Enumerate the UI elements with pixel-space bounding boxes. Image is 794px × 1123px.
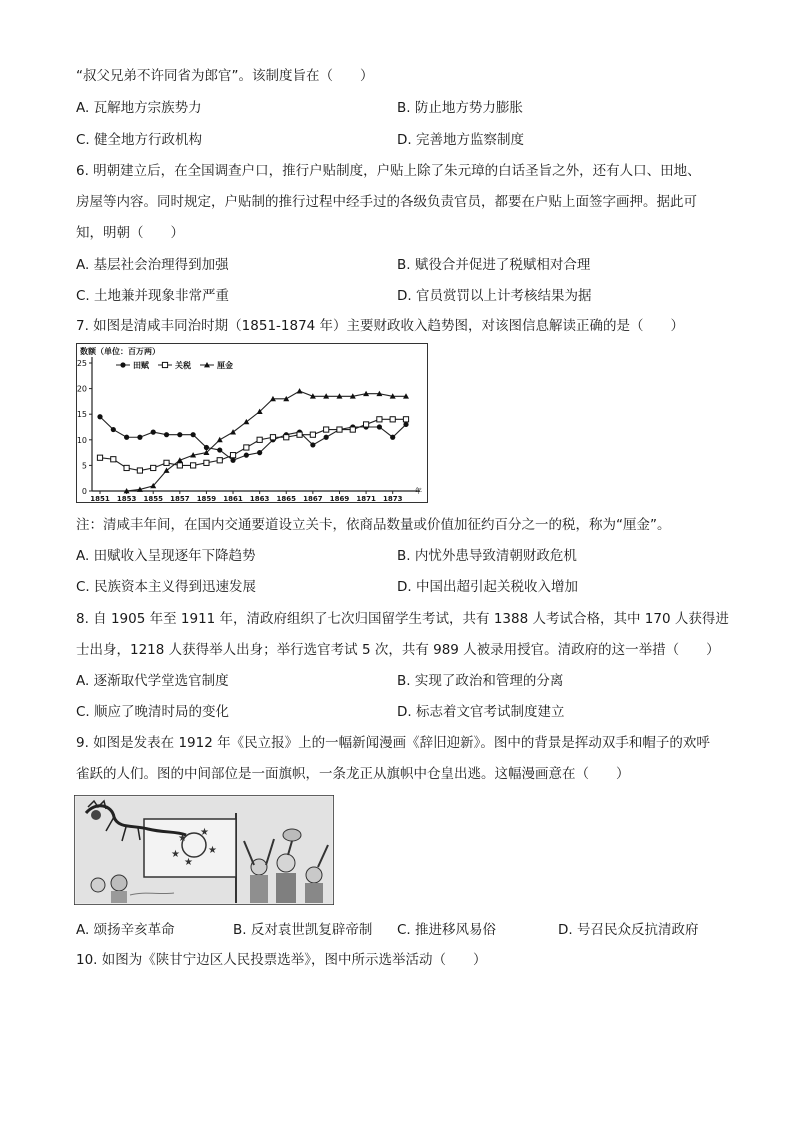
q9-option-b: B. 反对袁世凯复辟帝制 — [233, 922, 373, 938]
svg-text:★: ★ — [171, 849, 180, 860]
q8-stem-line1: 8. 自 1905 年至 1911 年，清政府组织了七次归国留学生考试，共有 1388 人考试合格，其中 170 人获得进 — [76, 611, 729, 627]
x-tick-label: 1857 — [170, 495, 190, 503]
q8-option-a: A. 逐渐取代学堂选官制度 — [76, 673, 229, 689]
q5-option-d: D. 完善地方监察制度 — [397, 132, 524, 148]
y-tick-label: 15 — [76, 410, 87, 420]
legend-label: 关税 — [175, 361, 191, 370]
q6-option-b: B. 赋役合并促进了税赋相对合理 — [397, 257, 591, 273]
q9-option-c: C. 推进移风易俗 — [397, 922, 497, 938]
data-point — [191, 432, 196, 437]
data-point — [177, 463, 182, 468]
y-tick-label: 10 — [76, 435, 87, 445]
q8-option-d: D. 标志着文官考试制度建立 — [397, 704, 565, 720]
y-tick-label: 0 — [81, 487, 87, 496]
q10-stem: 10. 如图为《陕甘宁边区人民投票选举》，图中所示选举活动（ ） — [76, 952, 487, 968]
legend-label: 厘金 — [217, 361, 233, 370]
data-point — [377, 424, 382, 429]
data-point — [204, 445, 209, 450]
x-tick-label: 1851 — [90, 495, 110, 503]
q8-stem-line2: 士出身，1218 人获得举人出身；举行选官考试 5 次，共有 989 人被录用授官。清政府的这一举措（ ） — [76, 642, 720, 658]
q6-stem-line2: 房屋等内容。同时规定，户贴制的推行过程中经手过的各级负责官员，都要在户贴上面签字画押。据此可 — [76, 194, 697, 210]
x-tick-label: 1869 — [329, 495, 350, 503]
x-tick-label: 1865 — [276, 495, 297, 503]
chart-title: 数额（单位：百万两） — [80, 347, 160, 356]
q7-option-a: A. 田赋收入呈现逐年下降趋势 — [76, 548, 256, 564]
q7-option-b: B. 内忧外患导致清朝财政危机 — [397, 548, 577, 564]
q7-stem: 7. 如图是清咸丰同治时期（1851-1874 年）主要财政收入趋势图，对该图信息解读正确的是（ ） — [76, 318, 685, 334]
y-tick-label: 5 — [81, 461, 87, 471]
data-point — [97, 455, 102, 460]
data-point — [124, 465, 129, 470]
q6-stem-line1: 6. 明朝建立后，在全国调查户口，推行户贴制度，户贴上除了朱元璋的白话圣旨之外，还有人口、田地、 — [76, 163, 701, 179]
revenue-trend-chart — [76, 343, 428, 503]
data-point — [124, 435, 129, 440]
q8-option-b: B. 实现了政治和管理的分离 — [397, 673, 564, 689]
data-point — [164, 460, 169, 465]
x-axis-label: 年 — [415, 487, 422, 495]
q5-option-b: B. 防止地方势力膨胀 — [397, 100, 523, 116]
y-tick-label: 20 — [76, 384, 87, 394]
data-point — [337, 427, 342, 432]
x-tick-label: 1853 — [116, 495, 137, 503]
x-tick-label: 1871 — [356, 495, 376, 503]
q8-option-c: C. 顺应了晚清时局的变化 — [76, 704, 230, 720]
legend-marker — [162, 362, 167, 367]
chart-frame — [77, 344, 428, 503]
data-point — [390, 435, 395, 440]
x-tick-label: 1855 — [143, 495, 163, 503]
data-point — [270, 435, 275, 440]
data-point — [151, 430, 156, 435]
q7-note: 注：清咸丰年间，在国内交通要道设立关卡，依商品数量或价值加征约百分之一的税，称为“厘金”。 — [76, 517, 671, 533]
data-point — [350, 427, 355, 432]
q6-option-c: C. 土地兼并现象非常严重 — [76, 288, 230, 304]
q9-option-d: D. 号召民众反抗清政府 — [558, 922, 699, 938]
cartoon-image — [74, 795, 334, 905]
data-point — [403, 422, 408, 427]
x-tick-label: 1863 — [249, 495, 270, 503]
x-tick-label: 1861 — [223, 495, 243, 503]
x-tick-label: 1867 — [303, 495, 323, 503]
data-point — [244, 445, 249, 450]
data-point — [97, 414, 102, 419]
data-point — [297, 432, 302, 437]
data-point — [137, 435, 142, 440]
revenue-chart-svg — [76, 343, 428, 503]
y-tick-label: 25 — [76, 359, 87, 368]
data-point — [284, 435, 289, 440]
svg-text:★: ★ — [200, 827, 209, 838]
data-point — [310, 432, 315, 437]
q9-option-a: A. 颂扬辛亥革命 — [76, 922, 175, 938]
q7-option-c: C. 民族资本主义得到迅速发展 — [76, 579, 257, 595]
x-tick-label: 1859 — [196, 495, 217, 503]
data-point — [137, 468, 142, 473]
data-point — [363, 422, 368, 427]
data-point — [310, 442, 315, 447]
legend-marker — [120, 362, 125, 367]
q6-option-d: D. 官员赏罚以上计考核结果为据 — [397, 288, 592, 304]
data-point — [217, 458, 222, 463]
svg-text:★: ★ — [178, 833, 187, 844]
data-point — [230, 453, 235, 458]
data-point — [244, 453, 249, 458]
data-point — [324, 427, 329, 432]
q6-stem-line3: 知，明朝（ ） — [76, 225, 184, 241]
legend-label: 田赋 — [133, 361, 149, 370]
data-point — [191, 463, 196, 468]
data-point — [217, 447, 222, 452]
data-point — [257, 437, 262, 442]
data-point — [111, 457, 116, 462]
data-point — [164, 432, 169, 437]
svg-text:★: ★ — [208, 845, 217, 856]
x-tick-label: 1873 — [382, 495, 403, 503]
cartoon-illustration — [74, 795, 334, 905]
data-point — [390, 417, 395, 422]
data-point — [377, 417, 382, 422]
q5-stem: “叔父兄弟不许同省为郎官”。该制度旨在（ ） — [76, 68, 374, 84]
svg-text:★: ★ — [184, 857, 193, 868]
data-point — [111, 427, 116, 432]
data-point — [324, 435, 329, 440]
q9-stem-line2: 雀跃的人们。图的中间部位是一面旗帜，一条龙正从旗帜中仓皇出逃。这幅漫画意在（ ） — [76, 766, 630, 782]
q5-option-a: A. 瓦解地方宗族势力 — [76, 100, 202, 116]
data-point — [204, 460, 209, 465]
data-point — [257, 450, 262, 455]
data-point — [403, 417, 408, 422]
q6-option-a: A. 基层社会治理得到加强 — [76, 257, 229, 273]
q7-option-d: D. 中国出超引起关税收入增加 — [397, 579, 578, 595]
q9-stem-line1: 9. 如图是发表在 1912 年《民立报》上的一幅新闻漫画《辞旧迎新》。图中的背景是挥动双手和帽子的欢呼 — [76, 735, 710, 751]
data-point — [230, 458, 235, 463]
data-point — [177, 432, 182, 437]
q5-option-c: C. 健全地方行政机构 — [76, 132, 203, 148]
data-point — [151, 465, 156, 470]
